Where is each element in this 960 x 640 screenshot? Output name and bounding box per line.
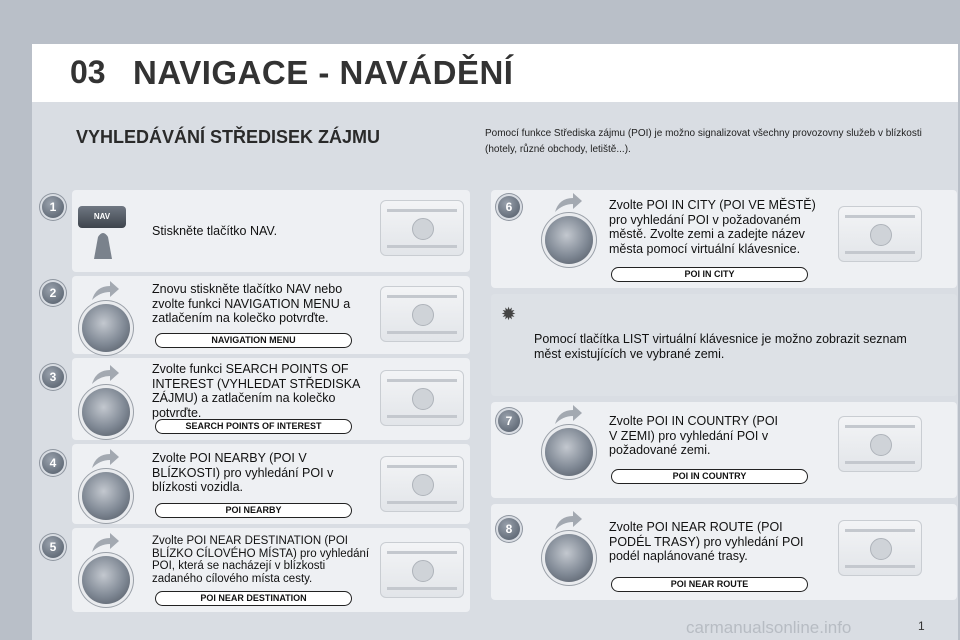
step-number-4: 4: [42, 452, 64, 474]
step-number-6: 6: [498, 196, 520, 218]
step-number-1: 1: [42, 196, 64, 218]
chapter-number: 03: [70, 54, 106, 90]
radio-unit-icon: [380, 456, 464, 512]
nav-key-icon: NAV: [78, 206, 126, 228]
radio-unit-icon: [838, 206, 922, 262]
menu-label-poi-near-destination: POI NEAR DESTINATION: [155, 591, 352, 606]
radio-unit-icon: [380, 286, 464, 342]
section-intro: Pomocí funkce Střediska zájmu (POI) je možno signalizovat všechny provozovny služeb v blízkosti (hotely, různé obchody, letiště...).: [485, 128, 922, 155]
control-knob-icon: [82, 472, 130, 520]
watermark: carmanualsonline.info: [686, 618, 852, 637]
control-knob-icon: [82, 556, 130, 604]
rotate-arrow-icon: [90, 364, 120, 386]
page-number: 1: [918, 619, 925, 633]
press-finger-icon: [86, 227, 120, 261]
control-knob-icon: [545, 534, 593, 582]
radio-unit-icon: [380, 200, 464, 256]
step-8-text: Zvolte POI NEAR ROUTE (POI PODÉL TRASY) pro vyhledání POI podél naplánované trasy.: [609, 520, 804, 563]
step-3-text: Zvolte funkci SEARCH POINTS OF INTEREST (VYHLEDAT STŘEDISKA ZÁJMU) a zatlačením na kolečko potvrďte.: [152, 362, 360, 420]
radio-unit-icon: [380, 370, 464, 426]
step-number-3: 3: [42, 366, 64, 388]
control-knob-icon: [545, 428, 593, 476]
step-7-text: Zvolte POI IN COUNTRY (POI V ZEMI) pro vyhledání POI v požadované zemi.: [609, 414, 779, 457]
menu-label-navigation-menu: NAVIGATION MENU: [155, 333, 352, 348]
radio-unit-icon: [838, 416, 922, 472]
control-knob-icon: [545, 216, 593, 264]
step-6-text: Zvolte POI IN CITY (POI VE MĚSTĚ) pro vyhledání POI v požadovaném městě. Zvolte zemi a zadejte název města pomocí virtuální klávesnice.: [609, 198, 816, 256]
radio-unit-icon: [838, 520, 922, 576]
rotate-arrow-icon: [90, 532, 120, 554]
rotate-arrow-icon: [553, 404, 583, 426]
step-number-8: 8: [498, 518, 520, 540]
menu-label-poi-in-city: POI IN CITY: [611, 267, 808, 282]
rotate-arrow-icon: [90, 280, 120, 302]
rotate-arrow-icon: [553, 510, 583, 532]
menu-label-poi-near-route: POI NEAR ROUTE: [611, 577, 808, 592]
step-number-5: 5: [42, 536, 64, 558]
lightbulb-icon: ✹: [501, 304, 517, 324]
step-number-2: 2: [42, 282, 64, 304]
step-1-text: Stiskněte tlačítko NAV.: [152, 224, 278, 238]
section-subtitle: VYHLEDÁVÁNÍ STŘEDISEK ZÁJMU: [76, 127, 381, 147]
radio-unit-icon: [380, 542, 464, 598]
step-4-text: Zvolte POI NEARBY (POI V BLÍZKOSTI) pro vyhledání POI v blízkosti vozidla.: [152, 451, 334, 494]
control-knob-icon: [82, 388, 130, 436]
step-5-text: Zvolte POI NEAR DESTINATION (POI BLÍZKO CÍLOVÉHO MÍSTA) pro vyhledání POI, která se nacházejí v blízkosti zadaného cílového místa cesty.: [152, 535, 370, 585]
menu-label-poi-nearby: POI NEARBY: [155, 503, 352, 518]
tip-text: Pomocí tlačítka LIST virtuální klávesnice je možno zobrazit seznam měst existujících ve vybrané zemi.: [534, 332, 907, 361]
rotate-arrow-icon: [553, 192, 583, 214]
page-title: NAVIGACE - NAVÁDĚNÍ: [133, 54, 514, 91]
menu-label-poi-in-country: POI IN COUNTRY: [611, 469, 808, 484]
step-number-7: 7: [498, 410, 520, 432]
menu-label-search-poi: SEARCH POINTS OF INTEREST: [155, 419, 352, 434]
control-knob-icon: [82, 304, 130, 352]
rotate-arrow-icon: [90, 448, 120, 470]
step-2-text: Znovu stiskněte tlačítko NAV nebo zvolte funkci NAVIGATION MENU a zatlačením na kolečko potvrďte.: [152, 282, 351, 325]
